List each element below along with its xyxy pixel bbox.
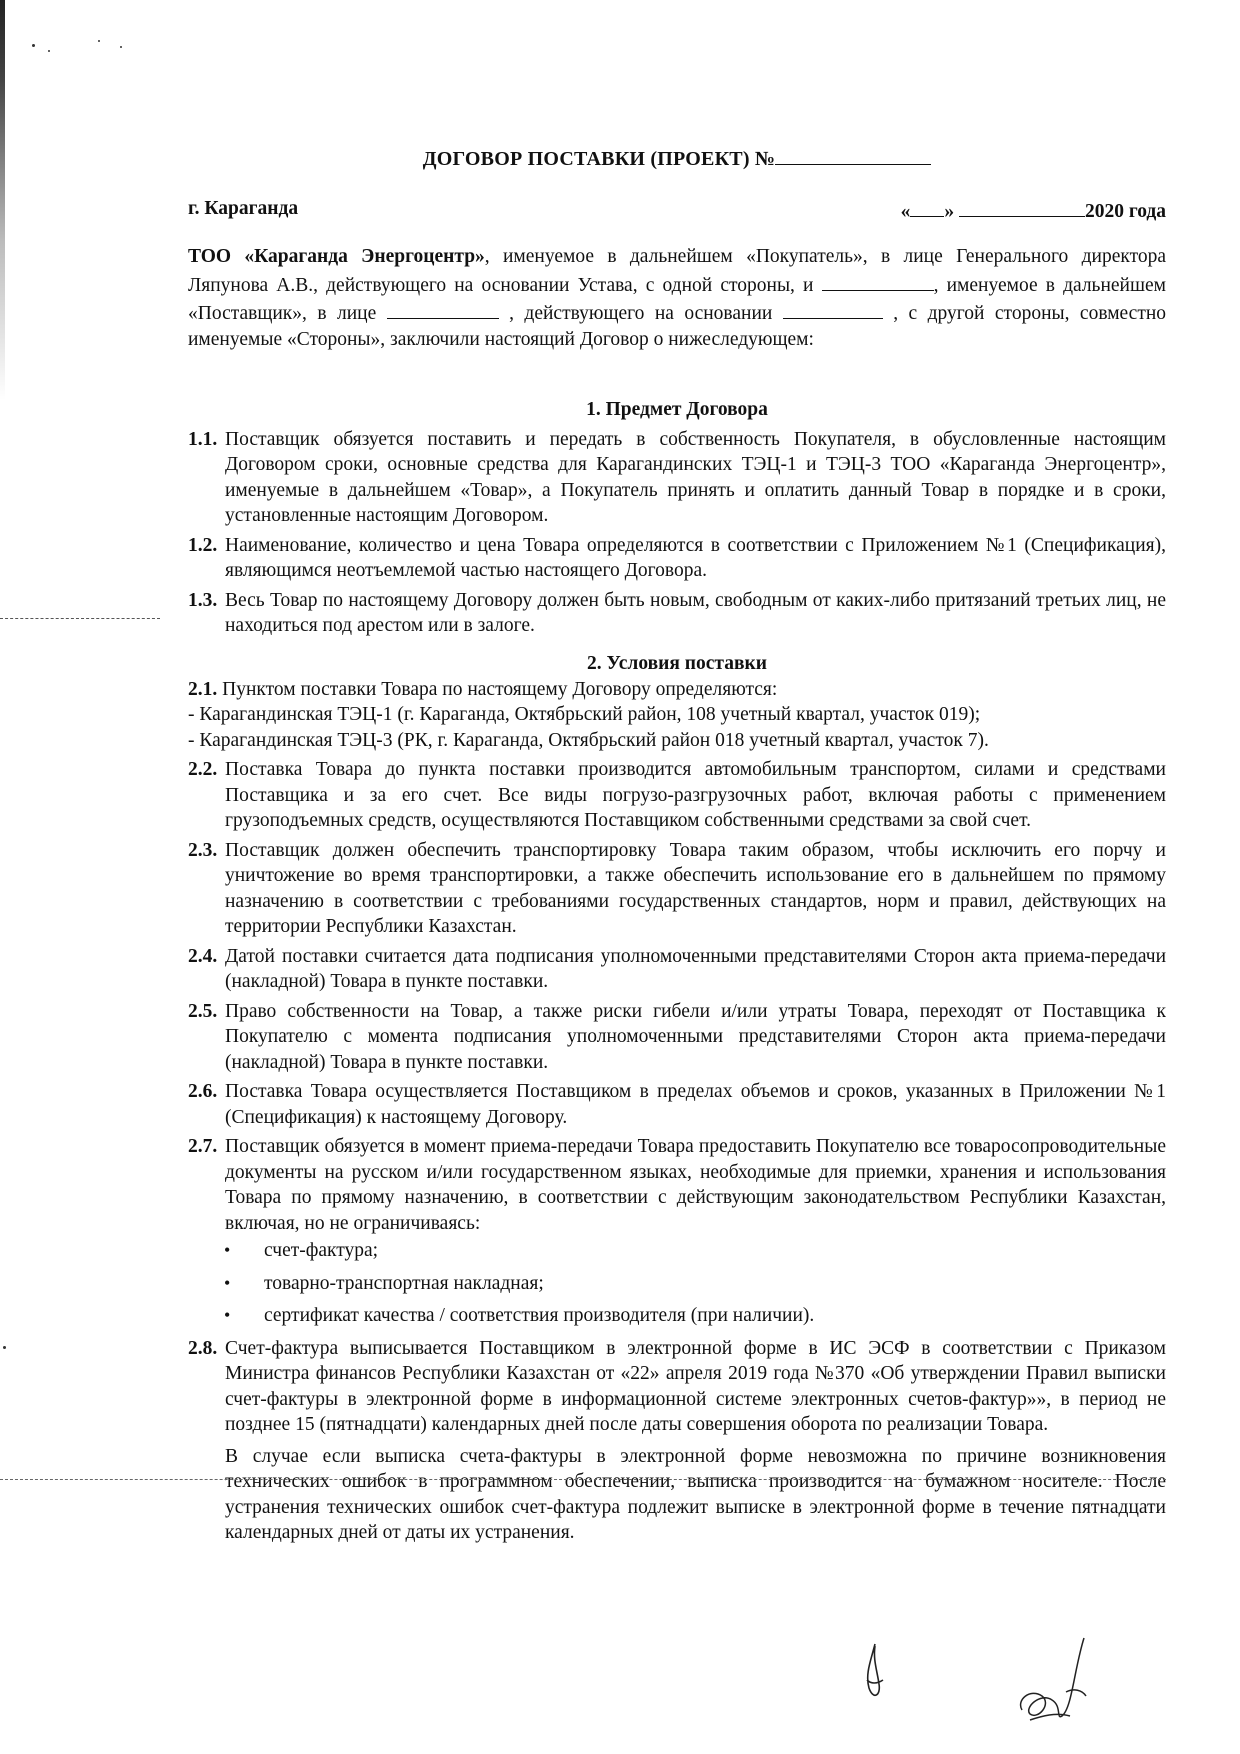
clause-2-4: 2.4. Датой поставки считается дата подписания уполномоченными представителями Сторон акта приема-передачи (накладной) Товара в пункте поставки. bbox=[188, 945, 1166, 992]
clause-1-1: 1.1. Поставщик обязуется поставить и передать в собственность Покупателя, в обусловленные настоящим Договором сроки, основные средства для Карагандинских ТЭЦ-1 и ТЭЦ-3 ТОО «Караганда Энергоцентр», именуемые в дальнейшем «Товар», а Покупатель принять и оплатить данный Товар в порядке и в сроки, установленные настоящим Договором. bbox=[188, 428, 1166, 526]
month-blank bbox=[959, 196, 1085, 217]
clause-2-8-continuation: В случае если выписка счета-фактуры в электронной форме невозможна по причине возникновения технических ошибок в программном обеспечении, выписка производится на бумажном носителе. После устранения технических ошибок счет-фактура подлежит выписке в электронной форме в течение пятнадцати календарных дней от даты их устранения. bbox=[225, 1445, 1166, 1543]
list-item: • товарно-транспортная накладная; bbox=[188, 1271, 1166, 1297]
day-blank bbox=[910, 196, 944, 217]
contract-number-blank bbox=[775, 144, 931, 165]
supplier-blank bbox=[822, 270, 934, 291]
scan-speck bbox=[98, 40, 100, 42]
title-text: ДОГОВОР ПОСТАВКИ (ПРОЕКТ) № bbox=[422, 148, 776, 170]
basis-blank bbox=[783, 298, 883, 319]
representative-blank bbox=[387, 298, 499, 319]
scan-speck bbox=[3, 1346, 6, 1349]
list-item: • сертификат качества / соответствия производителя (при наличии). bbox=[188, 1303, 1166, 1329]
clause-2-7: 2.7. Поставщик обязуется в момент приема-передачи Товара предоставить Покупателю все товаросопроводительные документы на русском и/или государственном языках, необходимые для приемки, хранения и использования Товара по прямому назначению, в соответствии с действующим законодательством Республики Казахстан, включая, но не ограничиваясь: bbox=[188, 1136, 1166, 1234]
clause-2-8: 2.8. Счет-фактура выписывается Поставщиком в электронной форме в ИС ЭСФ в соответствии с Приказом Министра финансов Республики Казахстан от «22» апреля 2019 года №370 «Об утверждении Правил выписки счет-фактуры в электронной форме в информационной системе электронных счетов-фактур»», в период не позднее 15 (пятнадцати) календарных дней после даты совершения оборота по реализации Товара. bbox=[188, 1337, 1166, 1435]
delivery-point-2: - Карагандинская ТЭЦ-3 (РК, г. Караганда, Октябрьский район 018 учетный квартал, участок 7). bbox=[188, 729, 989, 751]
contract-date: « » 2020 года bbox=[901, 196, 1166, 225]
clause-1-3: 1.3. Весь Товар по настоящему Договору должен быть новым, свободным от каких-либо притязаний третьих лиц, не находиться под арестом или в залоге. bbox=[188, 589, 1166, 636]
clause-2-6: 2.6. Поставка Товара осуществляется Поставщиком в пределах объемов и сроков, указанных в Приложении №1 (Спецификация) к настоящему Договору. bbox=[188, 1081, 1166, 1128]
clause-2-5: 2.5. Право собственности на Товар, а также риски гибели и/или утраты Товара, переходят от Поставщика к Покупателю с момента подписания уполномоченными представителями Сторон акта приема-передачи (накладной) Товара в пункте поставки. bbox=[188, 1000, 1166, 1073]
initials-signature-2 bbox=[1012, 1630, 1102, 1730]
section-2-heading: 2. Условия поставки bbox=[587, 653, 767, 674]
section-2 bbox=[188, 651, 1166, 1546]
clause-1-2: 1.2. Наименование, количество и цена Товара определяются в соответствии с Приложением №1 (Спецификация), являющимся неотъемлемой частью настоящего Договора. bbox=[188, 534, 1166, 581]
initials-signature-1 bbox=[855, 1640, 895, 1712]
section-1 bbox=[188, 397, 1166, 639]
scan-speck bbox=[120, 46, 122, 48]
clause-2-3: 2.3. Поставщик должен обеспечить транспортировку Товара таким образом, чтобы исключить его порчу и уничтожение во время транспортировки, а также обеспечить использование его в дальнейшем по прямому назначению в соответствии с требованиями государственных стандартов, норм и правил, действующих на территории Республики Казахстан. bbox=[188, 839, 1166, 937]
clause-2-1: 2.1. Пунктом поставки Товара по настоящему Договору определяются: bbox=[188, 678, 778, 700]
margin-dash bbox=[0, 618, 160, 619]
scan-edge bbox=[0, 0, 5, 400]
buyer-name: ТОО «Караганда Энергоцентр» bbox=[188, 246, 485, 267]
delivery-point-1: - Карагандинская ТЭЦ-1 (г. Караганда, Октябрьский район, 108 учетный квартал, участок 019); bbox=[188, 704, 981, 725]
scan-speck bbox=[32, 44, 35, 47]
section-1-heading: 1. Предмет Договора bbox=[586, 399, 768, 420]
page-divider-dashed bbox=[0, 1479, 1166, 1480]
scan-speck bbox=[48, 50, 50, 52]
list-item: • счет-фактура; bbox=[188, 1238, 1166, 1264]
document-title bbox=[188, 144, 1166, 173]
city: г. Караганда bbox=[188, 198, 299, 219]
preamble: ТОО «Караганда Энергоцентр», именуемое в дальнейшем «Покупатель», в лице Генерального директора Ляпунова А.В., действующего на основании Устава, с одной стороны, и , именуемое в дальнейшем «Поставщик», в лице , действующего на основании , с другой стороны, совместно именуемые «Стороны», заключили настоящий Договор о нижеследующем: bbox=[188, 246, 1167, 350]
document-list bbox=[188, 1238, 1166, 1329]
clause-2-2: 2.2. Поставка Товара до пункта поставки производится автомобильным транспортом, силами и средствами Поставщика и за его счет. Все виды погрузо-разгрузочных работ, включая работы с применением грузоподъемных средств, осуществляются Поставщиком собственными средствами за свой счет. bbox=[188, 759, 1166, 831]
